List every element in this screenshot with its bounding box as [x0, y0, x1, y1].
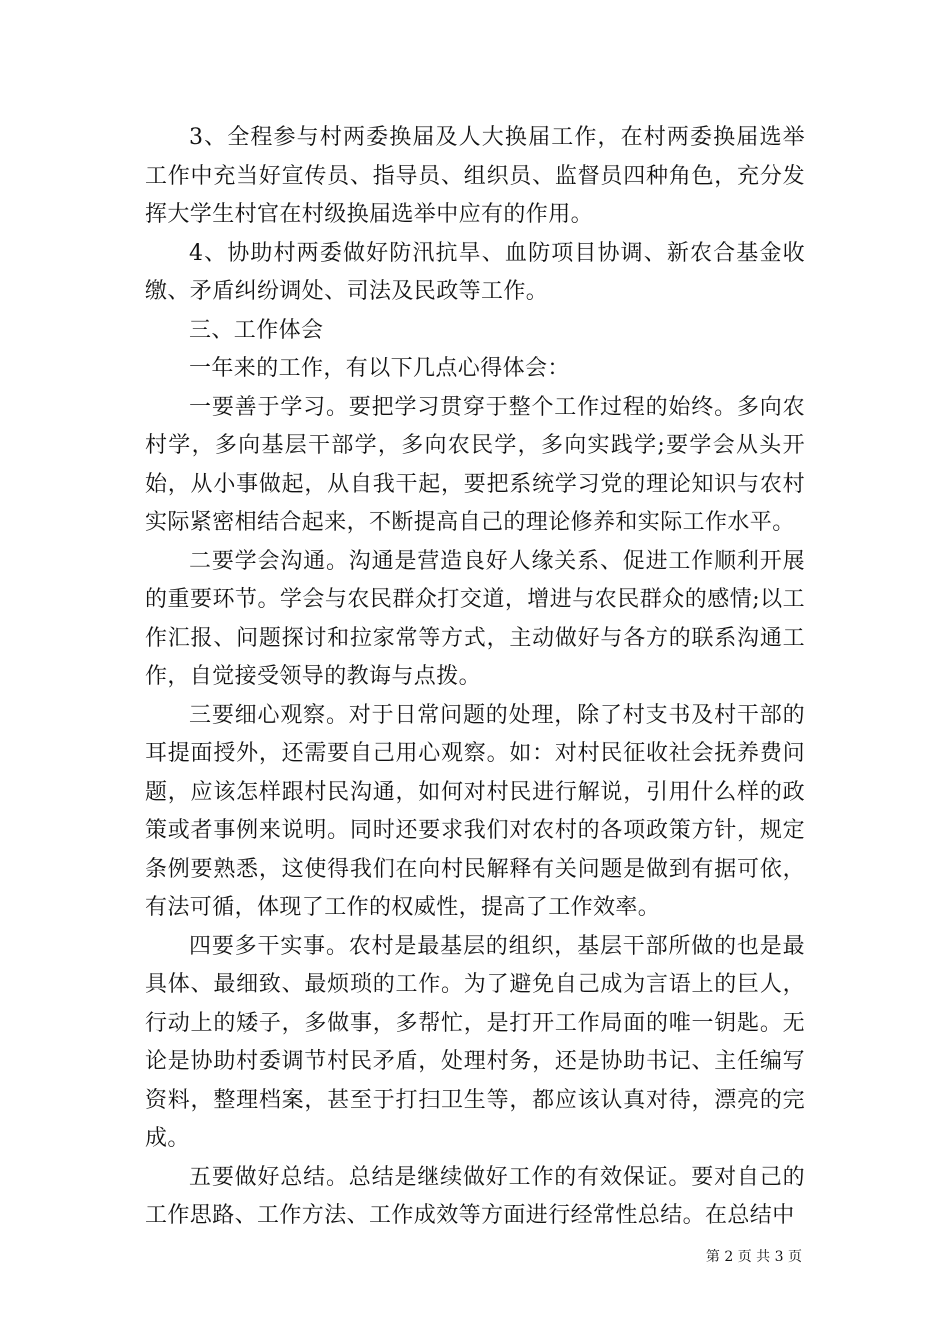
page-number-footer: [706, 1246, 802, 1266]
paragraph-learning: 一要善于学习。要把学习贯穿于整个工作过程的始终。多向农村学，多向基层干部学，多向农民学，多向实践学;要学会从头开始，从小事做起，从自我干起，要把系统学习党的理论知识与农村实际紧密相结合起来，不断提高自己的理论修养和实际工作水平。: [145, 394, 805, 535]
paragraph-item-3: 3、全程参与村两委换届及人大换届工作，在村两委换届选举工作中充当好宣传员、指导员、组织员、监督员四种角色，充分发挥大学生村官在村级换届选举中应有的作用。: [145, 125, 805, 227]
paragraph-practical-work: 四要多干实事。农村是最基层的组织，基层干部所做的也是最具体、最细致、最烦琐的工作。为了避免自己成为言语上的巨人，行动上的矮子，多做事，多帮忙，是打开工作局面的唯一钥匙。无论是协助村委调节村民矛盾，处理村务，还是协助书记、主任编写资料，整理档案，甚至于打扫卫生等，都应该认真对待，漂亮的完成。: [145, 933, 805, 1151]
paragraph-intro: 一年来的工作，有以下几点心得体会：: [189, 356, 570, 381]
paragraph-item-4: 4、协助村两委做好防汛抗旱、血防项目协调、新农合基金收缴、矛盾纠纷调处、司法及民政等工作。: [145, 240, 805, 304]
paragraph-summary: 五要做好总结。总结是继续做好工作的有效保证。要对自己的工作思路、工作方法、工作成效等方面进行经常性总结。在总结中: [145, 1164, 805, 1228]
paragraph-communication: 二要学会沟通。沟通是营造良好人缘关系、促进工作顺利开展的重要环节。学会与农民群众打交道，增进与农民群众的感情;以工作汇报、问题探讨和拉家常等方式，主动做好与各方的联系沟通工作，自觉接受领导的教诲与点拨。: [145, 548, 805, 689]
page-number-label: 第 2 页 共 3 页: [705, 1249, 802, 1265]
section-heading-work-experience: 三、工作体会: [189, 317, 324, 343]
document-body: [145, 119, 805, 1236]
paragraph-observation: 三要细心观察。对于日常问题的处理，除了村支书及村干部的耳提面授外，还需要自己用心观察。如：对村民征收社会抚养费问题，应该怎样跟村民沟通，如何对村民进行解说，引用什么样的政策或者事例来说明。同时还要求我们对农村的各项政策方针，规定条例要熟悉，这使得我们在向村民解释有关问题是做到有据可依，有法可循，体现了工作的权威性，提高了工作效率。: [145, 702, 805, 920]
